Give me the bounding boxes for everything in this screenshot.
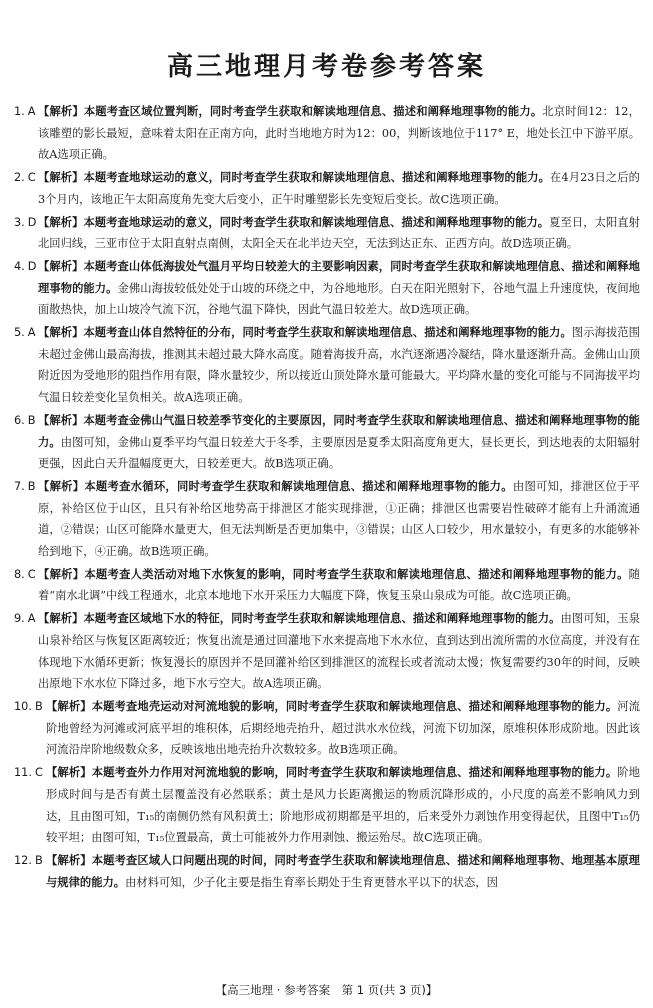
answer-item [14,167,640,210]
question-number: 4. [14,259,25,273]
answer-item [14,762,640,849]
analysis-body: 随着“南水北调”中线工程通水，北京本地地下水开采压力大幅度下降，恢复玉泉山泉成为可能。故C选项正确。 [38,567,640,603]
question-head [14,696,43,718]
analysis-tag: 【解析】 [38,567,85,581]
analysis-body: 金佛山海拔较低处处于山坡的环绕之中，为谷地地形。白天在阳光照射下，谷地气温上升速度快，夜间地面散热快，加上山坡冷气流下沉，谷地气温下降快，因此气温日较差大。故D选项正确。 [38,281,640,317]
answer-letter: D [27,215,37,229]
analysis-tag: 【解析】 [38,479,85,493]
analysis-body: 夏至日，太阳直射北回归线，三亚市位于太阳直射点南侧，太阳全天在北半边天空，无法到达正东、正西方向。故D选项正确。 [38,215,640,251]
analysis-tag: 【解析】 [38,612,84,626]
analysis-tag: 【解析】 [38,413,84,427]
analysis-body: 由图可知，排泄区位于平原，补给区位于山区，且只有补给区地势高于排泄区才能实现排泄，①正确；排泄区也需要岩性破碎才能有上升涌流通道，②错误；山区可能降水量更大，但无法判断是否更加集中，③错误；山区人口较少，用水量较小，有更多的水能够补给到地下，④正确。故B选项正确。 [38,479,640,559]
analysis-focus: 本题考查区域地下水的特征，同时考查学生获取和解读地理信息、描述和阐释地理事物的能力。 [83,612,561,626]
analysis-focus: 本题考查山体低海拔处气温月平均日较差大的主要影响因素，同时考查学生获取和解读地理信息、描述和阐释地理事物的能力。 [38,259,640,295]
answer-item [14,608,640,695]
question-head [14,762,43,784]
analysis-focus: 本题考查水循环，同时考查学生获取和解读地理信息、描述和阐释地理事物的能力。 [84,479,513,493]
answer-item [14,322,640,409]
question-head [14,212,36,234]
answer-letter: B [34,699,43,713]
analysis-body: 由图可知，玉泉山泉补给区与恢复区距离较近；恢复出流是通过回灌地下水来提高地下水水位，直到达到出流所需的水位高度，并没有在体现地下水循环更新；恢复漫长的原因并不是回灌补给区到排泄区的流程长或者流动太慢；恢复需要约30年的时间，反映出原地下水水位下降过多，地下水亏空大。故A选项正确。 [38,612,640,691]
analysis-focus: 本题考查区域位置判断，同时考查学生获取和解读地理信息、描述和阐释地理事物的能力。 [83,105,543,118]
answer-letter: C [27,567,36,581]
analysis-focus: 本题考查地球运动的意义，同时考查学生获取和解读地理信息、描述和阐释地理事物的能力。 [83,171,551,185]
analysis-body: 阶地形成时间与是否有黄土层覆盖没有必然联系；黄土是风力长距离搬运的物质沉降形成的，小尺度的高差不影响风力到达，且由图可知，T₁₅的南侧仍然有风积黄土；阶地形成初期都是平坦的，后来受外力剥蚀作用变得起伏，且图中T₁₅仍较平坦；由图可知，T₁₅位置最高，黄土可能被外力作用剥蚀、搬运殆尽。故C选项正确。 [46,766,640,845]
question-head [14,850,43,872]
analysis-focus: 本题考查外力作用对河流地貌的影响，同时考查学生获取和解读地理信息、描述和阐释地理事物的能力。 [91,766,618,780]
analysis-tag: 【解析】 [38,105,84,118]
answer-letter: C [27,171,36,185]
question-number: 9. [14,612,25,626]
answer-item [14,410,640,475]
question-number: 11. [14,766,32,780]
analysis-tag: 【解析】 [46,766,92,780]
analysis-tag: 【解析】 [38,215,84,229]
question-head [14,167,36,189]
question-number: 12. [14,853,32,867]
analysis-focus: 本题考查山体自然特征的分布，同时考查学生获取和解读地理信息、描述和阐释地理事物的能力。 [83,326,572,340]
analysis-tag: 【解析】 [38,259,84,273]
question-head [14,476,36,498]
answer-letter: A [27,105,36,118]
page-footer: 【高三地理 · 参考答案 第 1 页(共 3 页)】 [215,983,438,997]
analysis-body: 由图可知，金佛山夏季平均气温日较差大于冬季，主要原因是夏季太阳高度角更大，昼长更长，到达地表的太阳辐射更强，因此白天升温幅度更大，日较差更大。故B选项正确。 [38,435,640,471]
answer-item [14,564,640,607]
answer-item [14,476,640,563]
answer-letter: D [27,259,37,273]
question-number: 6. [14,413,25,427]
question-head [14,410,36,432]
analysis-body: 北京时间12：12，该雕塑的影长最短，意味着太阳在正南方向，此时当地地方时为12：00，判断该地位于117° E，地处长江中下游平原。故A选项正确。 [38,105,640,162]
question-number: 2. [14,171,25,185]
analysis-body: 河流阶地曾经为河滩或河底平坦的堆积体，后期经地壳抬升，超过洪水水位线，河流下切加深，原堆积体形成阶地。因此该河流沿岸阶地级数众多，反映该地出地壳抬升次数较多。故B选项正确。 [46,699,640,757]
analysis-focus: 本题考查地壳运动对河流地貌的影响，同时考查学生获取和解读地理信息、描述和阐释地理事物的能力。 [91,699,618,713]
analysis-tag: 【解析】 [46,699,92,713]
answer-item [14,850,640,893]
question-head [14,101,36,123]
question-head [14,256,36,278]
answer-letter: A [27,326,36,340]
answer-item [14,256,640,321]
analysis-body: 图示海拔范围未超过金佛山最高海拔，推测其未超过最大降水高度。随着海拔升高，水汽逐渐遇冷凝结，降水量逐渐升高。金佛山山顶附近因为受地形的阻挡作用有限，降水量较少，所以接近山顶处降水量可能最大。平均降水量的变化可能与不同海拔平均气温日较差变化呈负相关。故A选项正确。 [38,326,640,405]
analysis-focus: 本题考查区域人口问题出现的时间，同时考查学生获取和解读地理信息、描述和阐释地理事物、地理基本原理与规律的能力。 [46,853,640,889]
answer-letter: B [34,853,43,867]
question-number: 3. [14,215,25,229]
question-number: 7. [14,479,25,493]
analysis-tag: 【解析】 [46,853,92,867]
answer-item [14,212,640,255]
analysis-focus: 本题考查人类活动对地下水恢复的影响，同时考查学生获取和解读地理信息、描述和阐释地理事物的能力。 [84,567,629,581]
analysis-tag: 【解析】 [38,326,84,340]
question-number: 1. [14,105,25,118]
page-title: 高三地理月考卷参考答案 [166,52,486,82]
question-number: 5. [14,326,25,340]
answer-letter: C [34,766,43,780]
analysis-focus: 本题考查金佛山气温日较差季节变化的主要原因，同时考查学生获取和解读地理信息、描述和阐释地理事物的能力。 [38,413,640,449]
question-number: 10. [14,699,32,713]
question-head [14,322,36,344]
answer-letter: B [27,413,36,427]
question-head [14,608,36,630]
answer-letter: B [27,479,36,493]
question-head [14,564,36,586]
answer-letter: A [27,612,36,626]
answer-item [14,696,640,761]
analysis-tag: 【解析】 [38,171,84,185]
analysis-body: 由材料可知，少子化主要是指生育率长期处于生育更替水平以下的状态，因 [125,875,498,889]
answer-item [14,101,640,166]
analysis-focus: 本题考查地球运动的意义，同时考查学生获取和解读地理信息、描述和阐释地理事物的能力。 [83,215,550,229]
analysis-body: 在4月23日之后的3个月内，该地正午太阳高度角先变大后变小，正午时雕塑影长先变短后变长。故C选项正确。 [38,171,640,206]
question-number: 8. [14,567,25,581]
answer-list [14,101,640,894]
